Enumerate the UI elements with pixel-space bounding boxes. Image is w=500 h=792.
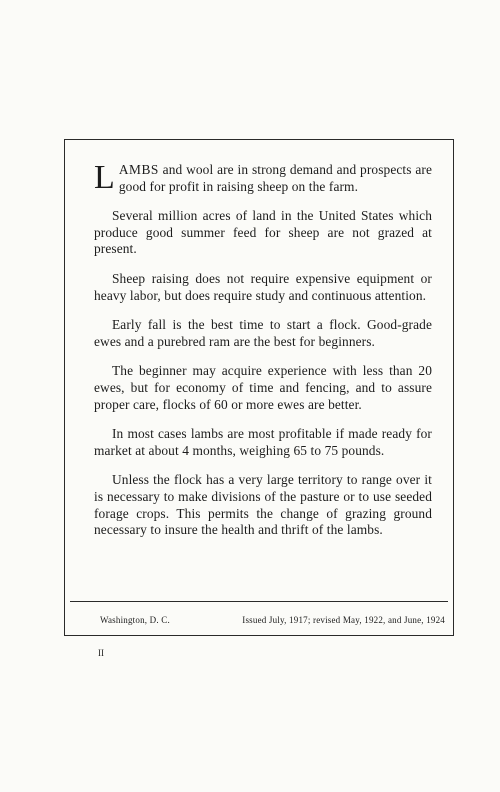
paragraph-2: Several million acres of land in the United States which produce good summer feed for sheep are not grazed at present.: [94, 208, 432, 257]
footer-place: Washington, D. C.: [100, 615, 170, 625]
paragraph-5: The beginner may acquire experience with less than 20 ewes, but for economy of time and fencing, and to assure proper care, flocks of 60 or more ewes are better.: [94, 363, 432, 412]
footer-divider: [70, 601, 448, 602]
paragraph-1: [94, 159, 432, 196]
article-body: [94, 160, 432, 552]
paragraph-3: Sheep raising does not require expensive equipment or heavy labor, but does require study and continuous attention.: [94, 270, 432, 303]
page-marker: II: [98, 648, 104, 658]
footer-issue-dates: Issued July, 1917; revised May, 1922, and June, 1924: [242, 615, 445, 625]
small-caps-lead: AMBS: [118, 162, 159, 177]
paragraph-7: Unless the flock has a very large territory to range over it is necessary to make divisions of the pasture or to use seeded forage crops. This permits the change of grazing ground necessary to insure the health and thrift of the lambs.: [94, 472, 432, 538]
paragraph-4: Early fall is the best time to start a flock. Good-grade ewes and a purebred ram are the best for beginners.: [94, 317, 432, 349]
drop-cap: L: [94, 159, 115, 196]
footer: [100, 615, 445, 625]
paragraph-1-text: and wool are in strong demand and prospects are good for profit in raising sheep on the farm.: [118, 162, 432, 194]
paragraph-6: In most cases lambs are most profitable if made ready for market at about 4 months, weighing 65 to 75 pounds.: [94, 426, 432, 458]
